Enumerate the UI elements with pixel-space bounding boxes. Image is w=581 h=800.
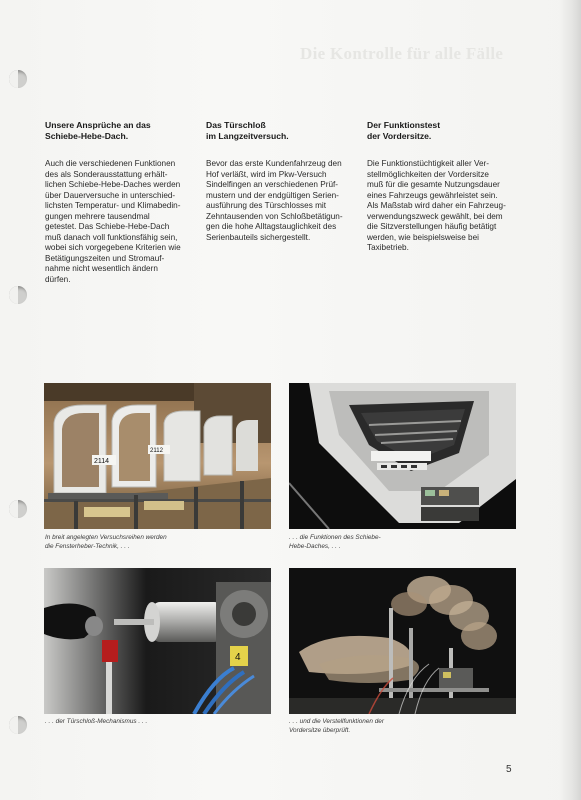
punch-hole-lower-middle	[9, 500, 27, 518]
caption-window-lifter: In breit angelegten Versuchsreihen werden die Fensterheber-Technik, . . .	[45, 534, 167, 550]
rig-number-2112: 2112	[150, 448, 163, 454]
rig-number-2114: 2114	[94, 458, 110, 465]
column-front-seats-heading: Der Funktionstest der Vordersitze.	[367, 120, 441, 141]
column-door-lock	[206, 120, 354, 243]
punch-hole-top	[9, 70, 27, 88]
page-number: 5	[506, 764, 512, 775]
column-door-lock-body: Bevor das erste Kundenfahrzeug den Hof verläßt, wird im Pkw-Versuch Sindelfingen an verschiedenen Prüf- mustern und der endgültigen Serien- ausführung des Türschlosses mit Zehntausenden von Schloßbetätigun- gen die hohe Alltagstauglichkeit des Serienbauteils sichergestellt.	[206, 159, 343, 242]
caption-sunroof: . . . die Funktionen des Schiebe- Hebe-Daches, . . .	[289, 534, 381, 550]
punch-hole-upper-middle	[9, 286, 27, 304]
caption-seat-test: . . . und die Verstellfunktionen der Vordersitze überprüft.	[289, 718, 384, 734]
column-sunroof	[45, 120, 193, 285]
photo-window-lifter-test	[44, 383, 271, 529]
column-door-lock-heading: Das Türschloß im Langzeitversuch.	[206, 120, 289, 141]
column-front-seats	[367, 120, 515, 254]
photo-seat-test	[289, 568, 516, 714]
bleed-through-title: Die Kontrolle für alle Fälle	[300, 44, 504, 63]
photo-sunroof-test	[289, 383, 516, 529]
column-sunroof-heading: Unsere Ansprüche an das Schiebe-Hebe-Dach.	[45, 120, 151, 141]
machine-label-4: 4	[235, 652, 241, 663]
punch-hole-bottom	[9, 716, 27, 734]
page-edge-shadow	[559, 0, 581, 800]
column-sunroof-body: Auch die verschiedenen Funktionen des als Sonderausstattung erhält- lichen Schiebe-Hebe-Daches werden über Dauerversuche in unterschied- lichsten Temperatur- und Klimabedin- gungen mehrere tausendmal getestet. Das Schiebe-Hebe-Dach muß danach voll funktionsfähig sein, wobei sich vorgegebene Kriterien wie Betätigungszeiten und Stromauf- nahme nicht wesentlich ändern dürfen.	[45, 159, 181, 284]
photo-door-lock-test	[44, 568, 271, 714]
column-front-seats-body: Die Funktionstüchtigkeit aller Ver- stellmöglichkeiten der Vordersitze muß für die gesamte Nutzungsdauer eines Fahrzeugs gewährleistet sein. Als Maßstab wird daher ein Fahrzeug- verwendungszweck gewählt, bei dem die Sitzverstellungen häufig betätigt werden, wie beispielsweise bei Taxibetrieb.	[367, 159, 506, 252]
caption-door-lock: . . . der Türschloß-Mechanismus . . .	[45, 718, 148, 725]
